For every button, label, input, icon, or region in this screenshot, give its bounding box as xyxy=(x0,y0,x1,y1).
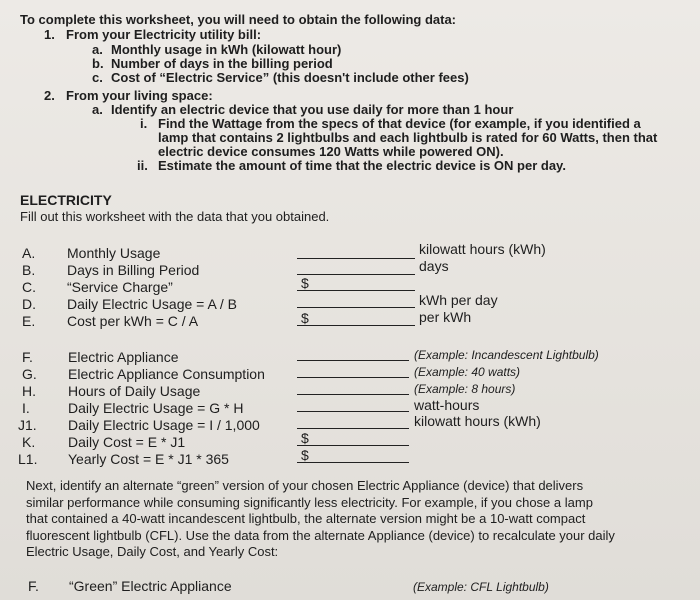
paragraph-text: Next, identify an alternate “green” version of your chosen Electric Appliance (device) that delivers similar performance while consuming significantly less electricity. For example, if you chose a lamp that contained a 40-watt incandescent lightbulb, the alternate version might be a 10-watt compact fluorescent lightbulb (CFL). Use the data from the alternate Appliance (device) to recalculate your daily Electric Usage, Daily Cost, and Yearly Cost: xyxy=(26,478,615,559)
row-h-example: (Example: 8 hours) xyxy=(414,382,516,396)
green-alternative-paragraph xyxy=(26,478,616,561)
row-a-letter: A. xyxy=(22,245,36,261)
row-c-blank[interactable] xyxy=(297,290,415,291)
section-title: ELECTRICITY xyxy=(20,192,112,208)
row-g-label: Electric Appliance Consumption xyxy=(68,366,265,382)
row-b-blank[interactable] xyxy=(297,274,415,275)
step-2-ii-number: ii. xyxy=(137,158,148,173)
row-j1-label: Daily Electric Usage = I / 1,000 xyxy=(68,417,260,433)
row-c-label: “Service Charge” xyxy=(67,279,173,295)
row-e-dollar: $ xyxy=(301,310,309,326)
step-2a-letter: a. xyxy=(92,102,103,117)
row-k-dollar: $ xyxy=(301,430,309,446)
row-d-label: Daily Electric Usage = A / B xyxy=(67,296,238,312)
row-d-blank[interactable] xyxy=(297,307,415,308)
row-e-label: Cost per kWh = C / A xyxy=(67,313,199,329)
step-2-i-line-3: electric device consumes 120 Watts while powered ON). xyxy=(158,144,504,159)
row-a-unit: kilowatt hours (kWh) xyxy=(419,241,546,257)
row-h-letter: H. xyxy=(22,383,36,399)
row-l1-blank[interactable] xyxy=(297,462,409,463)
step-2-text: From your living space: xyxy=(66,88,213,103)
row-g-blank[interactable] xyxy=(297,377,409,378)
step-2-i-number: i. xyxy=(140,116,148,131)
step-2-i-line-2: lamp that contains 2 lightbulbs and each lightbulb is rated for 60 Watts, then that xyxy=(158,130,658,145)
row-c-letter: C. xyxy=(22,279,36,295)
step-1b-letter: b. xyxy=(92,56,104,71)
row-b-label: Days in Billing Period xyxy=(67,262,200,278)
row-l1-dollar: $ xyxy=(301,447,309,463)
row-c-dollar: $ xyxy=(301,275,309,291)
row-a-label: Monthly Usage xyxy=(67,245,161,261)
row-e-letter: E. xyxy=(22,313,36,329)
step-1-text: From your Electricity utility bill: xyxy=(66,27,262,42)
row-h-blank[interactable] xyxy=(297,394,409,395)
row-i-blank[interactable] xyxy=(297,411,409,412)
step-2a-text: Identify an electric device that you use daily for more than 1 hour xyxy=(111,102,514,117)
row-l1-letter: L1. xyxy=(18,451,38,467)
row-e-blank[interactable] xyxy=(297,325,415,326)
row-d-letter: D. xyxy=(22,296,36,312)
intro-text: To complete this worksheet, you will need to obtain the following data: xyxy=(20,12,457,27)
step-2-i-line-1: Find the Wattage from the specs of that device (for example, if you identified a xyxy=(158,116,641,131)
step-1c-text: Cost of “Electric Service” (this doesn't include other fees) xyxy=(111,70,469,85)
row-j1-letter: J1. xyxy=(18,417,37,433)
row-b-unit: days xyxy=(419,258,449,274)
step-1c-letter: c. xyxy=(92,70,103,85)
step-2-number: 2. xyxy=(44,88,55,103)
row-i-unit: watt-hours xyxy=(414,397,480,413)
row-d-unit: kWh per day xyxy=(419,292,498,308)
row-f-letter: F. xyxy=(22,349,33,365)
green-row-letter: F. xyxy=(28,578,39,594)
row-h-label: Hours of Daily Usage xyxy=(68,383,201,399)
row-j1-unit: kilowatt hours (kWh) xyxy=(414,413,541,429)
row-f-label: Electric Appliance xyxy=(68,349,179,365)
row-b-letter: B. xyxy=(22,262,36,278)
row-f-blank[interactable] xyxy=(297,360,409,361)
row-k-letter: K. xyxy=(22,434,36,450)
step-1b-text: Number of days in the billing period xyxy=(111,56,333,71)
row-k-label: Daily Cost = E * J1 xyxy=(68,434,186,450)
step-2-ii-line-1: Estimate the amount of time that the electric device is ON per day. xyxy=(158,158,566,173)
row-f-example: (Example: Incandescent Lightbulb) xyxy=(414,348,599,362)
row-a-blank[interactable] xyxy=(297,258,415,259)
row-e-unit: per kWh xyxy=(419,309,472,325)
row-l1-label: Yearly Cost = E * J1 * 365 xyxy=(68,451,229,467)
green-row-example: (Example: CFL Lightbulb) xyxy=(413,580,549,594)
green-row-label: “Green” Electric Appliance xyxy=(69,578,232,594)
step-1-number: 1. xyxy=(44,27,55,42)
step-1a-text: Monthly usage in kWh (kilowatt hour) xyxy=(111,42,342,57)
row-j1-blank[interactable] xyxy=(297,428,409,429)
row-g-example: (Example: 40 watts) xyxy=(414,365,521,379)
step-1a-letter: a. xyxy=(92,42,103,57)
section-subtitle: Fill out this worksheet with the data that you obtained. xyxy=(20,209,330,224)
row-k-blank[interactable] xyxy=(297,445,409,446)
row-g-letter: G. xyxy=(22,366,37,382)
row-i-label: Daily Electric Usage = G * H xyxy=(68,400,244,416)
row-i-letter: I. xyxy=(22,400,30,416)
